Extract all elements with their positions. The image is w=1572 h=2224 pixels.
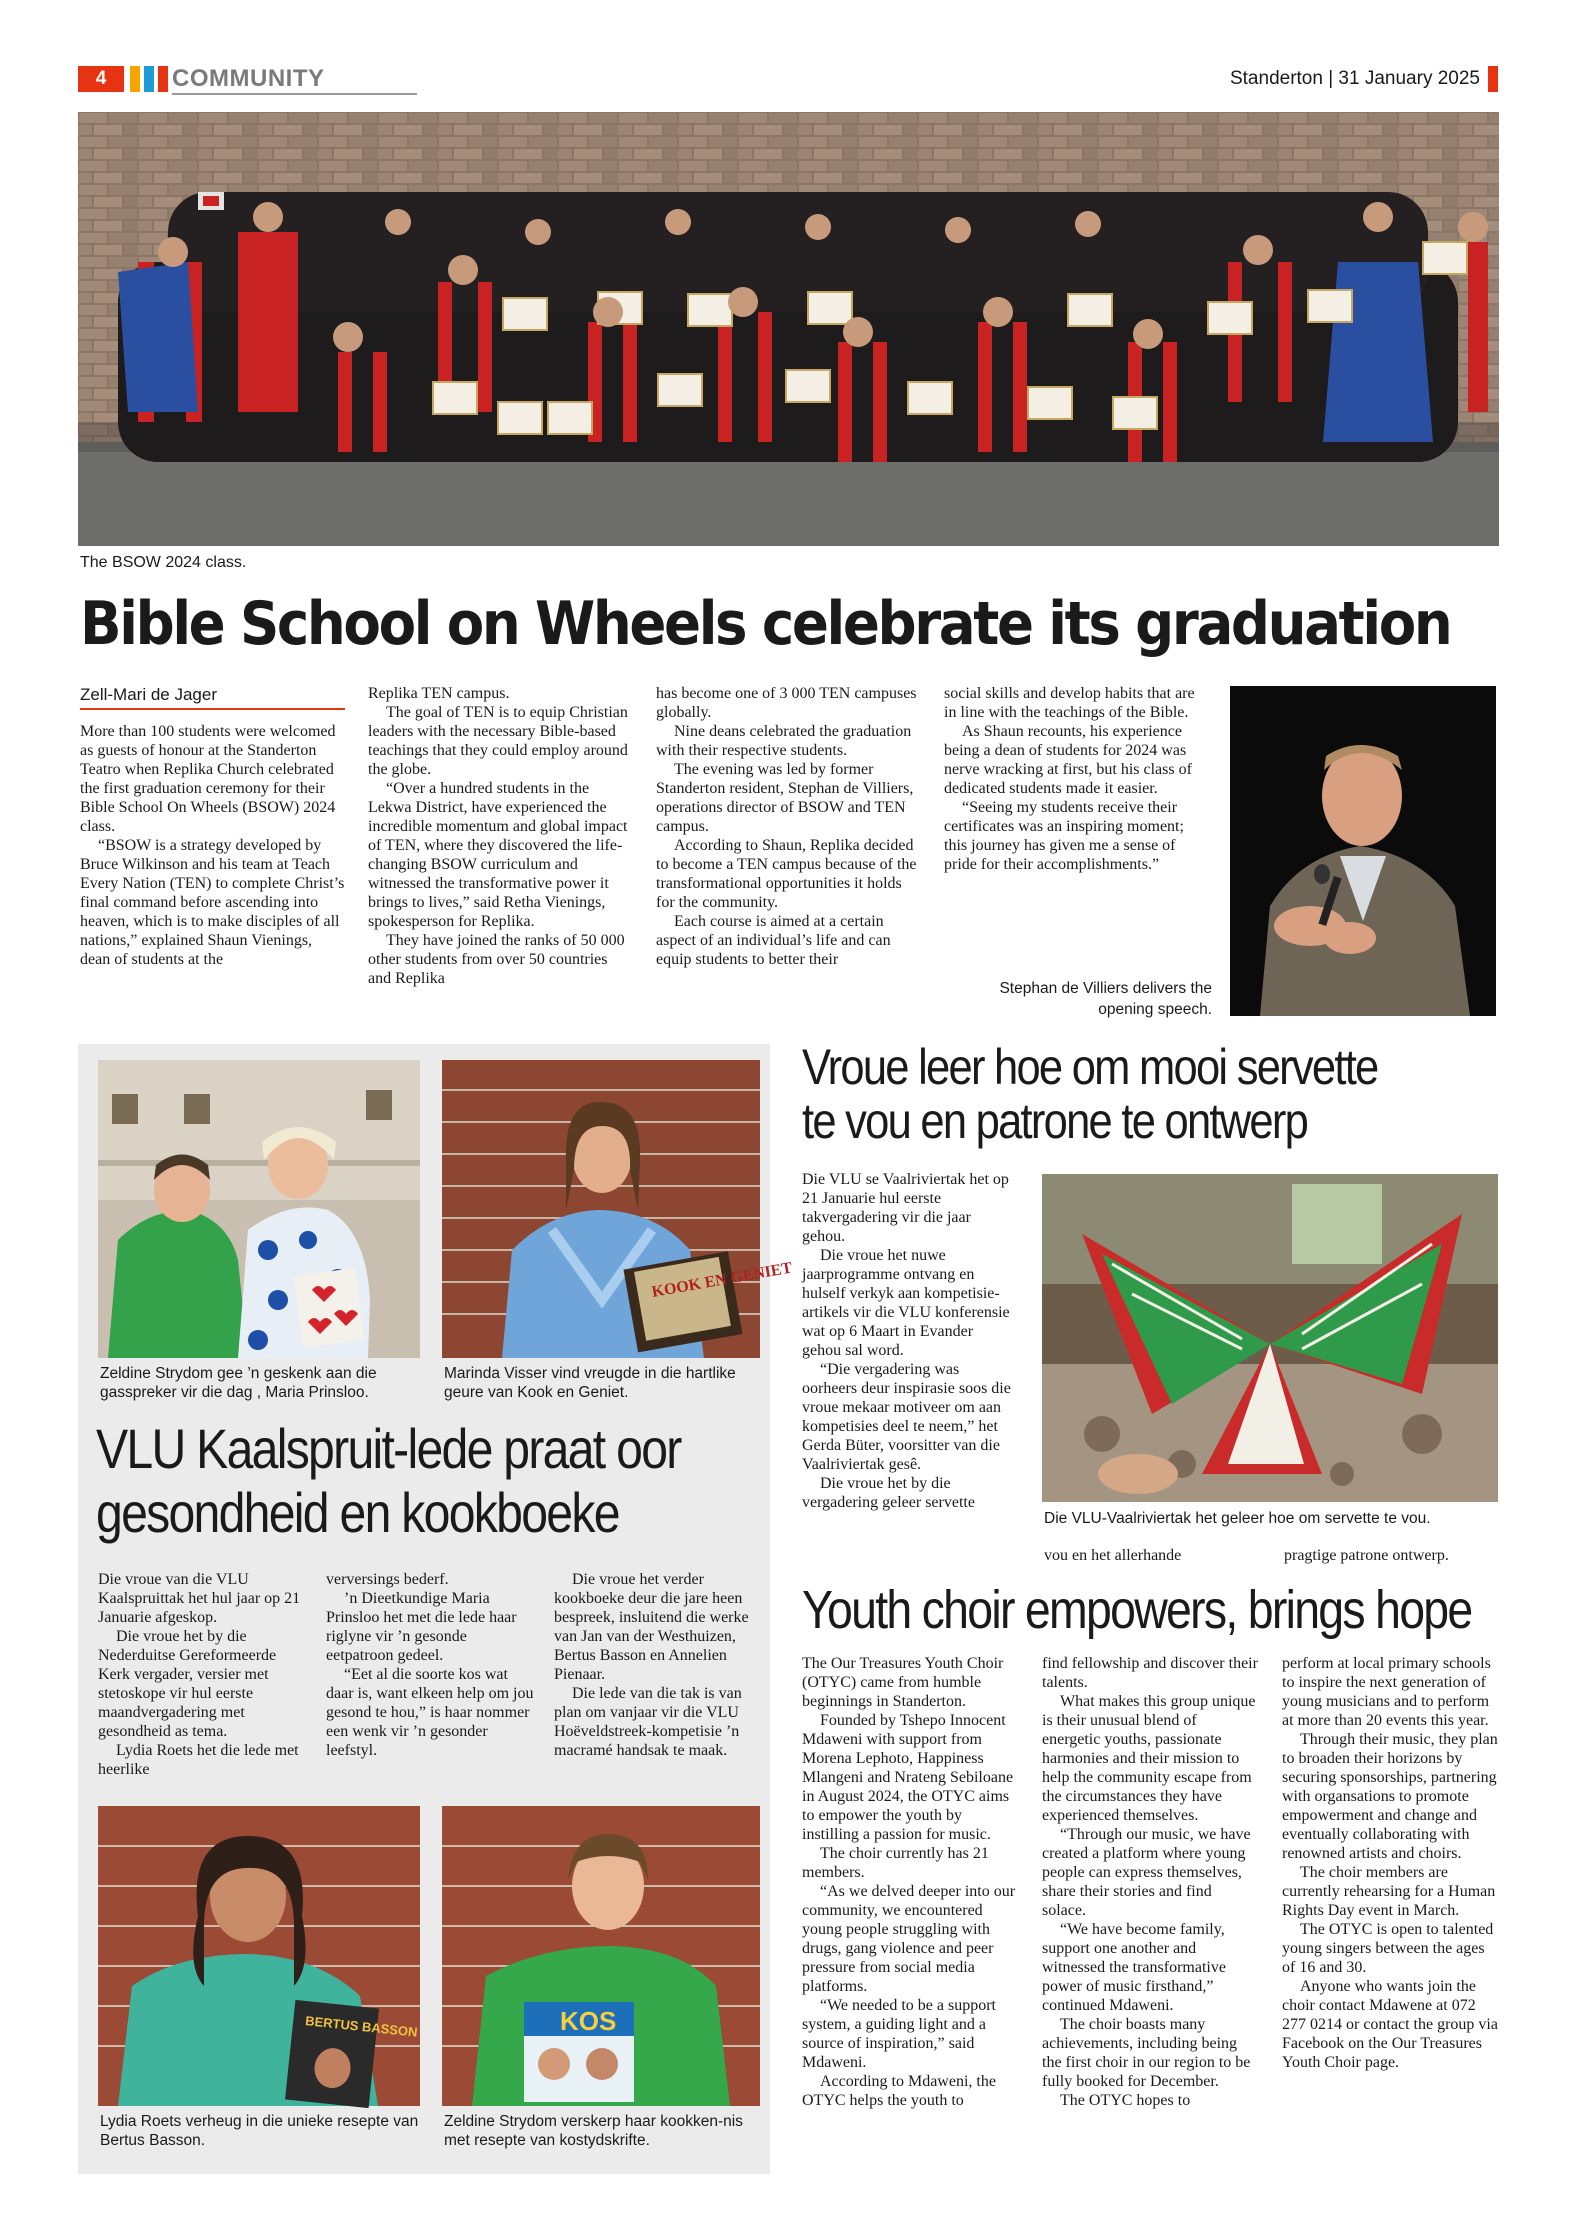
paragraph: “Through our music, we have created a platform where young people can express themselves, share their stories and find solace. <box>1042 1826 1251 1919</box>
vlu-kaalspruit-column-1 <box>98 1570 308 1779</box>
vroue-tail-right: pragtige patrone ontwerp. <box>1284 1547 1449 1564</box>
cookbook-photo <box>442 1060 794 1358</box>
byline-rule <box>80 708 345 710</box>
book-title-text: KOOK EN GENIET <box>650 1259 794 1301</box>
speaker-photo <box>1230 686 1496 1016</box>
paragraph: “Over a hundred students in the Lekwa District, have experienced the incredible momentum and global impact of TEN, where they discovered the life-changing BSOW curriculum and witnessed the transformative power it brings to lives,” said Retha Vienings, spokesperson for Replika. <box>368 780 628 930</box>
paragraph: ’n Dieetkundige Maria Prinsloo het met die lede haar riglyne vir ’n gesonde eetpatroon gedeel. <box>326 1590 517 1664</box>
paragraph: Die vroue het nuwe jaarprogramme ontvang en hulself verkyk aan kompetisie-artikels vir die VLU konferensie wat op 6 Maart in Evander gehou sal word. <box>802 1247 1010 1359</box>
vlu-kaalspruit-headline-2: gesondheid en kookboeke <box>96 1481 619 1544</box>
paragraph: verversings bederf. <box>326 1571 449 1588</box>
paragraph: “Eet al die soorte kos wat daar is, want elkeen help om jou gesond te hou,” is haar nommer een wenk vir ’n gesonder leefstyl. <box>326 1666 534 1759</box>
paragraph: “Seeing my students receive their certificates was an inspiring moment; this journey has given me a sense of pride for their accomplishments.” <box>944 799 1184 873</box>
paragraph: Replika TEN campus. <box>368 685 510 702</box>
zeldine-magazine-photo <box>442 1806 760 2106</box>
paragraph: Die vroue van die VLU Kaalspruittak het hul jaar op 21 Januarie afgeskop. <box>98 1571 301 1626</box>
vroue-headline-1: Vroue leer hoe om mooi servette <box>802 1039 1378 1095</box>
magazine-title-text: KOS <box>560 2006 617 2036</box>
paragraph: The OTYC hopes to <box>1060 2092 1191 2109</box>
main-headline: Bible School on Wheels celebrate its graduation <box>80 589 1451 659</box>
paragraph: “We needed to be a support system, a guiding light and a source of inspiration,” said Mdaweni. <box>802 1997 996 2071</box>
accent-block-orange <box>130 66 140 92</box>
paragraph: Die lede van die tak is van plan om vanjaar vir die VLU Hoëveldstreek-kompetisie ’n macramé handsak te maak. <box>554 1685 742 1759</box>
paragraph: The goal of TEN is to equip Christian leaders with the necessary Bible-based teachings that they could employ around the globe. <box>368 704 628 778</box>
vlu-kaalspruit-headline-1: VLU Kaalspruit-lede praat oor <box>96 1417 681 1480</box>
paragraph: perform at local primary schools to inspire the next generation of young musicians and to perform at more than 20 events this year. <box>1282 1655 1491 1729</box>
paragraph: Through their music, they plan to broaden their horizons by securing sponsorships, partnering with organsations to promote empowerment and change and eventually collaborating with renowned artists and choirs. <box>1282 1731 1498 1862</box>
youth-choir-column-1 <box>802 1654 1020 2110</box>
paragraph: The evening was led by former Standerton resident, Stephan de Villiers, operations director of BSOW and TEN campus. <box>656 761 914 835</box>
paragraph: Founded by Tshepo Innocent Mdaweni with support from Morena Lephoto, Happiness Mlangeni and Nrateng Sebiloane in August 2024, the OTYC aims to empower the youth by instilling a passion for music. <box>802 1712 1014 1843</box>
edition-date: Standerton | 31 January 2025 <box>1229 68 1480 89</box>
paragraph: “Die vergadering was oorheers deur inspirasie soos die vroue mekaar motiveer om aan kompetisies deel te neem,” het Gerda Büter, voorsitter van die Vaalriviertak gesê. <box>802 1361 1011 1473</box>
paragraph: Die vroue het by die vergadering geleer servette <box>802 1475 975 1511</box>
speaker-photo-caption: Stephan de Villiers delivers the opening speech. <box>999 980 1212 1018</box>
paragraph: The choir members are currently rehearsing for a Human Rights Day event in March. <box>1282 1864 1496 1919</box>
zeldine-magazine-caption: Zeldine Strydom verskerp haar kookken-nis met resepte van kostydskrifte. <box>444 2113 743 2149</box>
page-header <box>78 64 1498 94</box>
paragraph: Die VLU se Vaalriviertak het op 21 Januarie hul eerste takvergadering vir die jaar gehou. <box>802 1171 1009 1245</box>
main-story-column-4 <box>944 684 1208 874</box>
paragraph: More than 100 students were welcomed as guests of honour at the Standerton Teatro when Replika Church celebrated the first graduation ceremony for their Bible School On Wheels (BSOW) 2024 class. <box>80 723 336 835</box>
main-story-column-1 <box>80 722 346 969</box>
vroue-column <box>802 1170 1014 1512</box>
section-title: COMMUNITY <box>172 65 325 92</box>
page-number: 4 <box>78 66 124 92</box>
main-story-column-2 <box>368 684 634 988</box>
gift-photo <box>98 1060 420 1358</box>
napkin-photo-caption: Die VLU-Vaalriviertak het geleer hoe om servette te vou. <box>1044 1510 1431 1527</box>
paragraph: The Our Treasures Youth Choir (OTYC) came from humble beginnings in Standerton. <box>802 1655 1004 1710</box>
accent-block-red <box>158 66 168 92</box>
vroue-headline-2: te vou en patrone te ontwerp <box>802 1093 1308 1149</box>
youth-choir-column-2 <box>1042 1654 1258 2110</box>
paragraph: According to Mdaweni, the OTYC helps the youth to <box>802 2073 996 2109</box>
youth-choir-headline: Youth choir empowers, brings hope <box>802 1580 1472 1640</box>
accent-block-blue <box>144 66 154 92</box>
paragraph: What makes this group unique is their unusual blend of energetic youths, passionate harmonies and their mission to help the community escape from the circumstances they have experienced themselves. <box>1042 1693 1256 1824</box>
paragraph: Each course is aimed at a certain aspect of an individual’s life and can equip students to better their <box>656 913 891 968</box>
graduation-group-photo <box>78 112 1499 546</box>
date-accent-bar <box>1488 66 1498 92</box>
paragraph: They have joined the ranks of 50 000 other students from over 50 countries and Replika <box>368 932 625 987</box>
gift-photo-caption: Zeldine Strydom gee ’n geskenk aan die gasspreker vir die dag , Maria Prinsloo. <box>100 1365 377 1401</box>
paragraph: find fellowship and discover their talents. <box>1042 1655 1258 1691</box>
paragraph: Die vroue het by die Nederduitse Gereformeerde Kerk vergader, versier met stetoskope vir hul eerste maandvergadering met gesondheid as tema. <box>98 1628 277 1740</box>
vroue-tail-left: vou en het allerhande <box>1044 1547 1182 1564</box>
paragraph: “As we delved deeper into our community, we encountered young people struggling with drugs, gang violence and peer pressure from social media platforms. <box>802 1883 1016 1995</box>
cookbook-photo-caption: Marinda Visser vind vreugde in die hartlike geure van Kook en Geniet. <box>444 1365 736 1401</box>
paragraph: has become one of 3 000 TEN campuses globally. <box>656 685 917 721</box>
paragraph: The choir currently has 21 members. <box>802 1845 989 1881</box>
youth-choir-column-3 <box>1282 1654 1498 2072</box>
byline: Zell-Mari de Jager <box>80 685 217 704</box>
napkin-photo <box>1042 1174 1498 1502</box>
paragraph: According to Shaun, Replika decided to become a TEN campus because of the transformational opportunities it holds for the community. <box>656 837 917 911</box>
vlu-kaalspruit-column-3 <box>554 1570 760 1760</box>
paragraph: Lydia Roets het die lede met heerlike <box>98 1742 299 1778</box>
book2-title-text: BERTUS BASSON <box>304 2013 419 2040</box>
paragraph: “We have become family, support one another and witnessed the transformative power of music firsthand,” continued Mdaweni. <box>1042 1921 1226 2014</box>
paragraph: social skills and develop habits that are in line with the teachings of the Bible. <box>944 685 1195 721</box>
lydia-roets-caption: Lydia Roets verheug in die unieke resepte van Bertus Basson. <box>100 2113 419 2149</box>
paragraph: “BSOW is a strategy developed by Bruce Wilkinson and his team at Teach Every Nation (TEN) to complete Christ’s final command before ascending into heaven, which is to make disciples of all nations,” explained Shaun Vienings, dean of students at the <box>80 837 345 968</box>
main-story-column-3 <box>656 684 922 969</box>
paragraph: Nine deans celebrated the graduation with their respective students. <box>656 723 912 759</box>
paragraph: Die vroue het verder kookboeke deur die jare heen bespreek, insluitend die werke van Jan van der Westhuizen, Bertus Basson en Annelien Pienaar. <box>554 1571 749 1683</box>
group-photo-caption: The BSOW 2024 class. <box>80 554 247 571</box>
paragraph: Anyone who wants join the choir contact Mdawene at 072 277 0214 or contact the group via Facebook on the Our Treasures Youth Choir page. <box>1282 1978 1498 2071</box>
paragraph: As Shaun recounts, his experience being a dean of students for 2024 was nerve wracking at first, but his class of dedicated students made it easier. <box>944 723 1192 797</box>
vlu-kaalspruit-column-2 <box>326 1570 536 1760</box>
section-underline <box>172 93 417 95</box>
lydia-roets-photo <box>98 1806 420 2106</box>
paragraph: The choir boasts many achievements, including being the first choir in our region to be fully booked for December. <box>1042 2016 1251 2090</box>
paragraph: The OTYC is open to talented young singers between the ages of 16 and 30. <box>1282 1921 1494 1976</box>
